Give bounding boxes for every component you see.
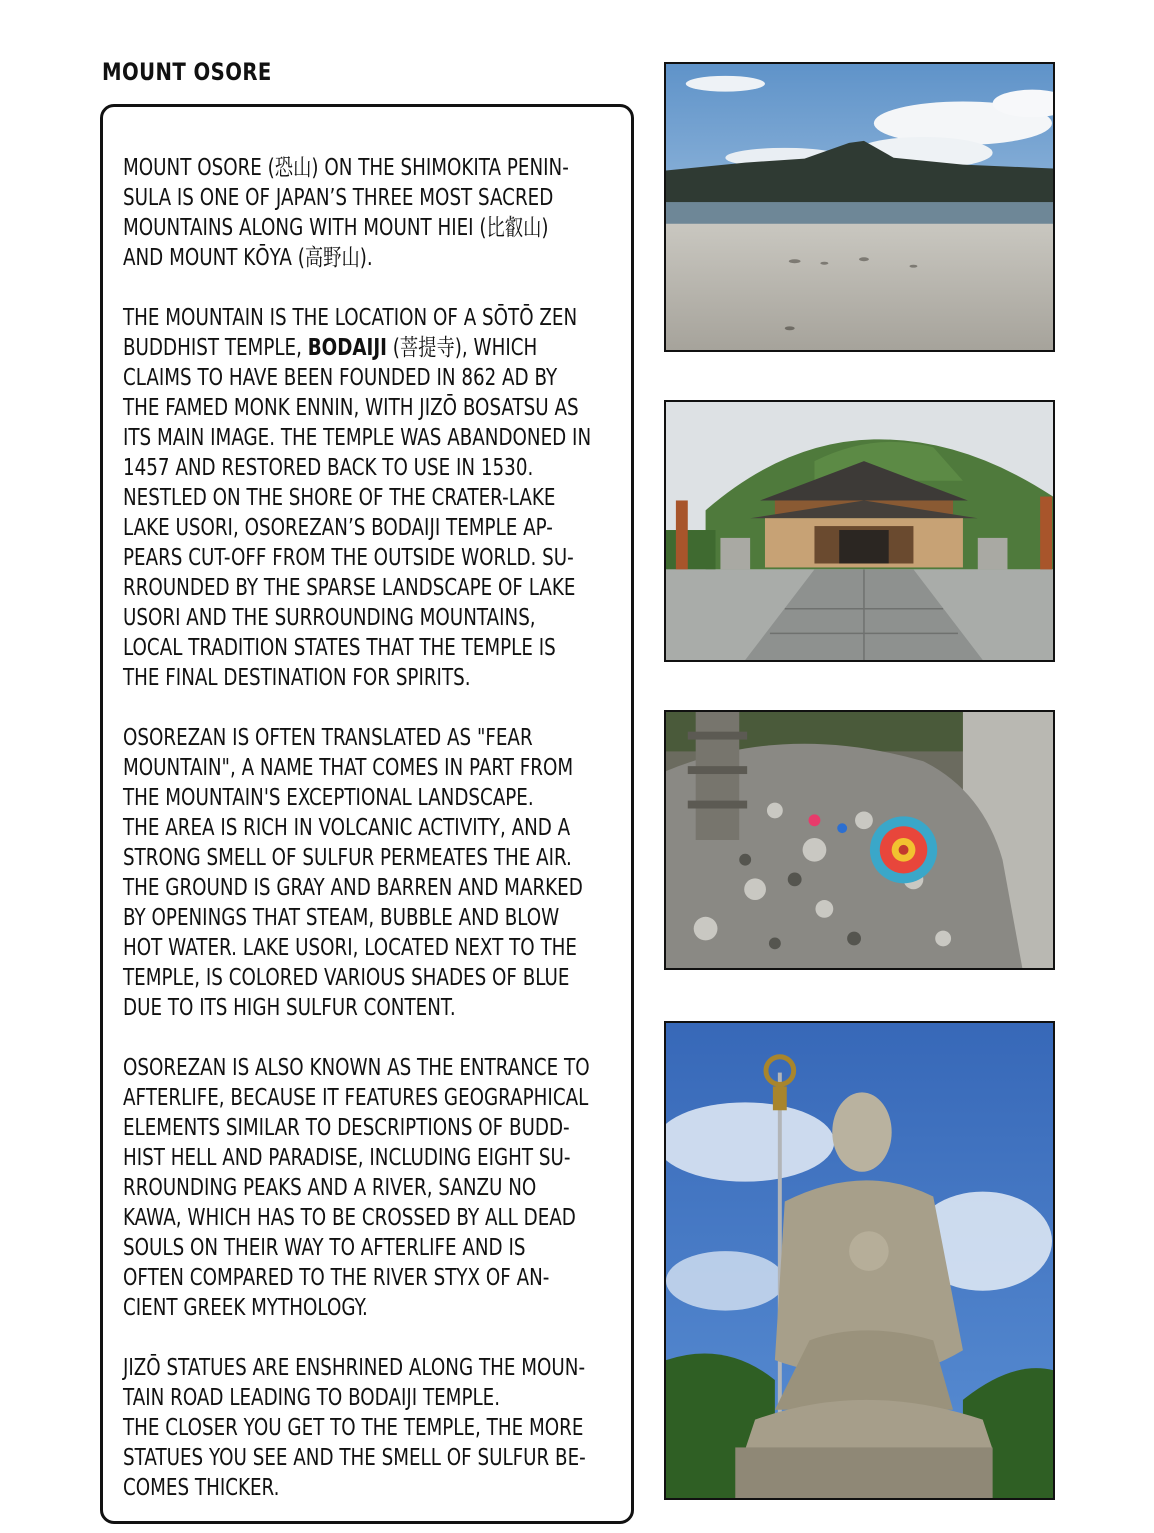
- page-title: MOUNT OSORE: [102, 58, 272, 86]
- paragraph-bodaiji: [123, 303, 616, 693]
- bodaiji-bold: BODAIJI: [307, 335, 387, 361]
- paragraph-jizo: JIZŌ STATUES ARE ENSHRINED ALONG THE MOUN- TAIN ROAD LEADING TO BODAIJI TEMPLE. THE CLOSER YOU GET TO THE TEMPLE, THE MORE STATUES YOU SEE AND THE SMELL OF SULFUR BE- COMES THICKER.: [123, 1355, 586, 1501]
- rock-pinwheel-photo: [664, 710, 1055, 970]
- paragraph-fear-mountain: OSOREZAN IS OFTEN TRANSLATED AS "FEAR MOUNTAIN", A NAME THAT COMES IN PART FROM THE MOUNTAIN'S EXCEPTIONAL LANDSCAPE. THE AREA IS RICH IN VOLCANIC ACTIVITY, AND A STRONG SMELL OF SULFUR PERMEATES THE AIR. THE GROUND IS GRAY AND BARREN AND MARKED BY OPENINGS THAT STEAM, BUBBLE AND BLOW HOT WATER. LAKE USORI, LOCATED NEXT TO THE TEMPLE, IS COLORED VARIOUS SHADES OF BLUE DUE TO ITS HIGH SULFUR CONTENT.: [123, 725, 583, 1021]
- paragraph-intro: MOUNT OSORE (恐山) ON THE SHIMOKITA PENIN- SULA IS ONE OF JAPAN’S THREE MOST SACRED MOUNTAINS ALONG WITH MOUNT HIEI (比叡山) AND MOUNT KŌYA (高野山).: [123, 155, 569, 271]
- paragraph-afterlife: OSOREZAN IS ALSO KNOWN AS THE ENTRANCE TO AFTERLIFE, BECAUSE IT FEATURES GEOGRAPHICAL ELEMENTS SIMILAR TO DESCRIPTIONS OF BUDD- HIST HELL AND PARADISE, INCLUDING EIGHT SU- RROUNDING PEAKS AND A RIVER, SANZU NO KAWA, WHICH HAS TO BE CROSSED BY ALL DEAD SOULS ON THEIR WAY TO AFTERLIFE AND IS OFTEN COMPARED TO THE RIVER STYX OF AN- CIENT GREEK MYTHOLOGY.: [123, 1055, 590, 1321]
- article-panel: [100, 104, 634, 1524]
- paragraph-bodaiji-lead: THE MOUNTAIN IS THE LOCATION OF A SŌTŌ ZEN BUDDHIST TEMPLE,: [123, 305, 578, 361]
- jizo-statue-photo: [664, 1021, 1055, 1500]
- lake-mountain-photo: [664, 62, 1055, 352]
- paragraph-bodaiji-rest: (菩提寺), WHICH CLAIMS TO HAVE BEEN FOUNDED IN 862 AD BY THE FAMED MONK ENNIN, WITH JIZŌ BOSATSU AS ITS MAIN IMAGE. THE TEMPLE WAS ABANDONED IN 1457 AND RESTORED BACK TO USE IN 1530. NESTLED ON THE SHORE OF THE CRATER-LAKE LAKE USORI, OSOREZAN’S BODAIJI TEMPLE AP- PEARS CUT-OFF FROM THE OUTSIDE WORLD. SU- RROUNDED BY THE SPARSE LANDSCAPE OF LAKE USORI AND THE SURROUNDING MOUNTAINS, LOCAL TRADITION STATES THAT THE TEMPLE IS THE FINAL DESTINATION FOR SPIRITS.: [123, 335, 592, 691]
- temple-photo: [664, 400, 1055, 662]
- article-text: [123, 153, 616, 1533]
